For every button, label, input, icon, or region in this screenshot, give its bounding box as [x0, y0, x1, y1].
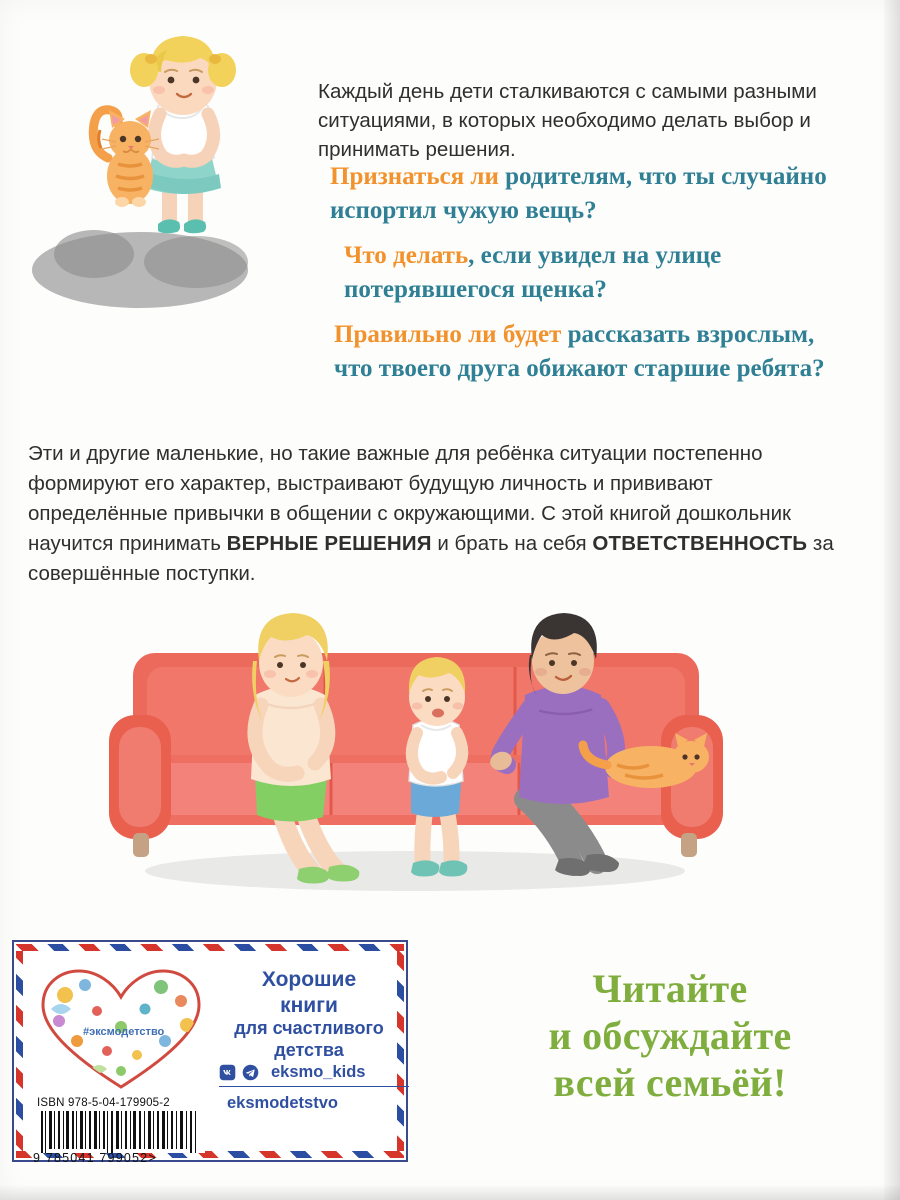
- vk-icon[interactable]: [219, 1064, 236, 1081]
- body-part-3: за совершённые поступки.: [28, 531, 834, 585]
- social-row-messengers[interactable]: [219, 1063, 409, 1087]
- intro-paragraph: Каждый день дети сталкиваются с самыми разными ситуациями, в которых необходимо делать выбор и принимать решения.: [318, 79, 817, 161]
- question-1: [330, 160, 850, 227]
- social-links: [219, 1063, 409, 1124]
- isbn-text: ISBN 978-5-04-179905-2: [37, 1097, 170, 1109]
- body-paragraph: [28, 439, 848, 590]
- site-handle[interactable]: eksmodetstvo: [227, 1094, 338, 1112]
- barcode: [37, 1111, 205, 1153]
- slogan-line-2: и обсуждайте: [548, 1013, 792, 1059]
- badge-title: [219, 967, 399, 1062]
- badge-title-line-2: книги: [280, 993, 338, 1017]
- body-part-2: и брать на себя: [431, 531, 593, 555]
- badge-title-line-4: детства: [274, 1040, 344, 1061]
- questions-block: [330, 160, 850, 397]
- heart-hashtag-text: #эксмодетство: [83, 1026, 165, 1038]
- question-1-highlight: Признаться ли: [330, 163, 499, 190]
- body-bold-1: ВЕРНЫЕ РЕШЕНИЯ: [226, 531, 432, 555]
- barcode-check: >: [148, 1151, 157, 1165]
- badge-title-line-3: для счастливого: [234, 1018, 384, 1039]
- barcode-number: 9 785041 799052: [33, 1151, 149, 1165]
- question-3-rest: рассказать взрослым, что твоего друга обижают старшие ребята?: [334, 321, 825, 382]
- family-on-sofa-illustration: [95, 575, 735, 920]
- social-handle[interactable]: eksmo_kids: [271, 1063, 366, 1081]
- question-2-highlight: Что делать: [344, 242, 469, 269]
- slogan-line-1: Читайте: [592, 966, 748, 1011]
- question-3-highlight: Правильно ли будет: [334, 321, 562, 348]
- page-edge-bottom: [0, 1186, 900, 1200]
- badge-inner: [23, 951, 397, 1165]
- telegram-icon[interactable]: [242, 1064, 259, 1081]
- eksmo-badge: [12, 940, 408, 1165]
- question-1-rest: родителям, что ты случайно испортил чужую вещь?: [330, 163, 827, 224]
- body-bold-2: ОТВЕТСТВЕННОСТЬ: [592, 531, 808, 555]
- question-2: [344, 239, 850, 306]
- question-3: [334, 318, 850, 385]
- body-part-1: Эти и другие маленькие, но такие важные для ребёнка ситуации постепенно формируют его характер, выстраивают будущую личность и прививают определённые привычки в общении с окружающими. С этой книгой дошкольник научится принимать: [28, 441, 792, 555]
- page-edge-right: [884, 0, 900, 1200]
- question-2-rest: , если увидел на улице потерявшегося щенка?: [344, 242, 722, 303]
- heart-logo: [37, 965, 205, 1093]
- slogan-line-3: всей семьёй!: [553, 1060, 787, 1106]
- barcode-digits: [33, 1151, 209, 1165]
- girl-with-kitten-illustration: [20, 18, 320, 318]
- badge-title-line-1: Хорошие: [261, 968, 357, 991]
- social-row-site[interactable]: [219, 1094, 409, 1117]
- slogan: [470, 965, 870, 1107]
